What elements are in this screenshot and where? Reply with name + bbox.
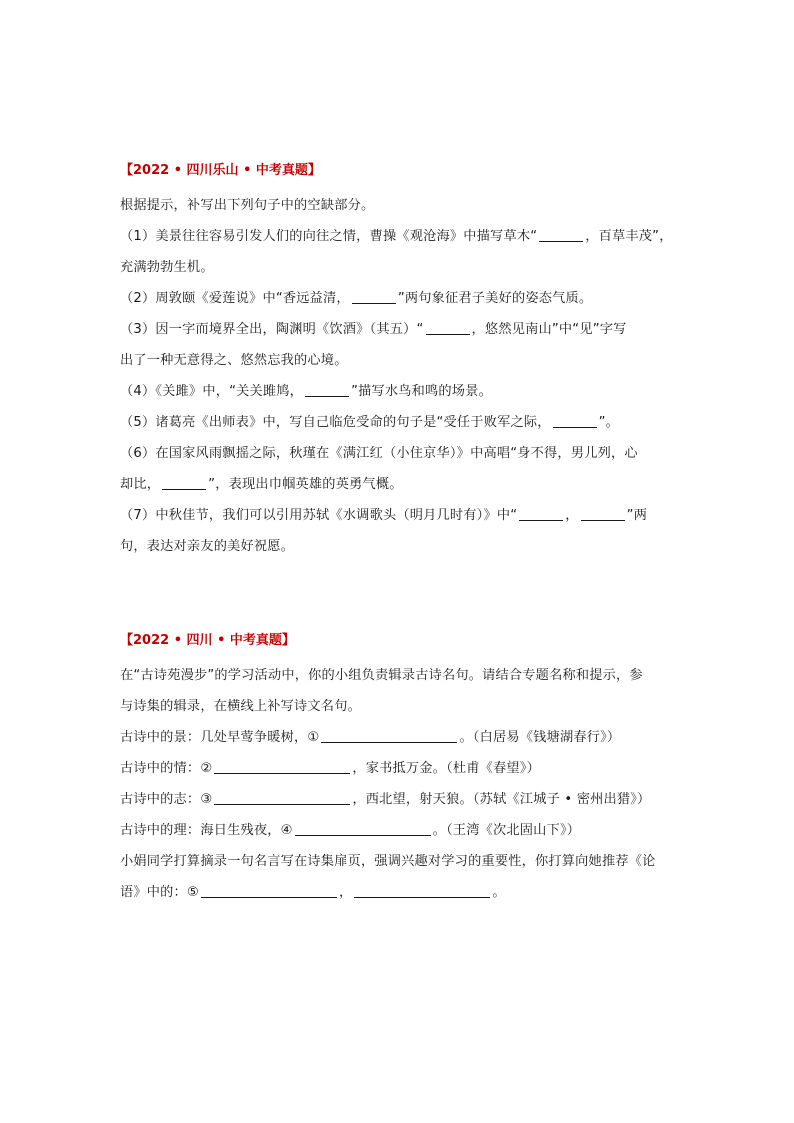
question-section-sichuan: [120, 630, 680, 908]
question-1: [120, 221, 680, 252]
question-text: ”。: [598, 415, 620, 430]
answer-blank: [295, 821, 431, 836]
poem-line-ambition: [120, 784, 680, 815]
question-text: 。: [492, 885, 506, 900]
question-2: [120, 283, 680, 314]
answer-blank: [352, 289, 396, 304]
question-text: 古诗中的情：②: [120, 761, 213, 776]
question-7: [120, 500, 680, 531]
answer-blank: [581, 506, 625, 521]
question-1-cont: 充满勃勃生机。: [120, 260, 214, 275]
question-text: ，悠然见南山”中“见”字写: [471, 322, 627, 337]
answer-blank: [305, 382, 349, 397]
question-text: ”两句象征君子美好的姿态气质。: [397, 291, 593, 306]
question-text: ，家书抵万金。（杜甫《春望》）: [352, 761, 540, 776]
question-7-cont: 句，表达对亲友的美好祝愿。: [120, 539, 295, 554]
question-text: ”，表现出巾帼英雄的英勇气概。: [208, 477, 403, 492]
question-text: ”描写水鸟和鸣的场景。: [351, 384, 492, 399]
question-text: （4）《关雎》中，“关关雎鸠，: [120, 384, 304, 399]
answer-blank: [519, 506, 563, 521]
question-3-cont: 出了一种无意得之、悠然忘我的心境。: [120, 353, 348, 368]
question-text: ，: [565, 508, 579, 523]
question-3: [120, 314, 680, 345]
question-text: （2）周敦颐《爱莲说》中“香远益清，: [120, 291, 350, 306]
intro-text: 在“古诗苑漫步”的学习活动中，你的小组负责辑录古诗名句。请结合专题名称和提示，参: [120, 668, 643, 683]
question-text: 。（白居易《钱塘湖春行》）: [459, 730, 621, 745]
question-4: [120, 376, 680, 407]
answer-blank: [539, 227, 583, 242]
answer-blank: [354, 883, 490, 898]
recommendation-text-cont: [120, 877, 680, 908]
answer-blank: [162, 475, 206, 490]
answer-blank: [426, 320, 470, 335]
question-6: （6）在国家风雨飘摇之际，秋瑾在《满江红（小住京华）》中高唱“身不得，男儿列，心: [120, 446, 638, 461]
question-text: 古诗中的理：海日生残夜，④: [120, 823, 293, 838]
question-5: [120, 407, 680, 438]
question-text: ，西北望，射天狼。（苏轼《江城子 • 密州出猎》）: [352, 792, 651, 807]
question-text: ”两: [626, 508, 648, 523]
recommendation-text: 小娟同学打算摘录一句名言写在诗集扉页，强调兴趣对学习的重要性，你打算向她推荐《论: [120, 854, 656, 869]
instruction-text: 根据提示，补写出下列句子中的空缺部分。: [120, 198, 375, 213]
section-heading: 【2022 • 四川乐山 • 中考真题】: [120, 163, 321, 178]
intro-text-cont: 与诗集的辑录，在横线上补写诗文名句。: [120, 699, 361, 714]
question-6-cont: [120, 469, 680, 500]
question-text: 语》中的：⑤: [120, 885, 199, 900]
question-text: （7）中秋佳节，我们可以引用苏轼《水调歌头（明月几时有）》中“: [120, 508, 518, 523]
answer-blank: [214, 790, 350, 805]
question-text: 古诗中的景：几处早莺争暖树，①: [120, 730, 320, 745]
question-text: （3）因一字而境界全出，陶渊明《饮酒》（其五）“: [120, 322, 424, 337]
question-text: ，百草丰茂”，: [585, 229, 673, 244]
poem-line-scenery: [120, 722, 680, 753]
question-text: 古诗中的志：③: [120, 792, 213, 807]
question-text: ，: [338, 885, 353, 900]
section-heading: 【2022 • 四川 • 中考真题】: [120, 633, 295, 648]
answer-blank: [201, 883, 337, 898]
poem-line-emotion: [120, 753, 680, 784]
poem-line-reason: [120, 815, 680, 846]
answer-blank: [214, 759, 350, 774]
answer-blank: [321, 728, 457, 743]
question-text: （1）美景往往容易引发人们的向往之情，曹操《观沧海》中描写草木“: [120, 229, 538, 244]
question-text: （5）诸葛亮《出师表》中，写自己临危受命的句子是“受任于败军之际，: [120, 415, 551, 430]
question-text: 却比，: [120, 477, 161, 492]
question-section-leshan: [120, 160, 680, 562]
question-text: 。（王湾《次北固山下》）: [432, 823, 581, 838]
answer-blank: [553, 413, 597, 428]
